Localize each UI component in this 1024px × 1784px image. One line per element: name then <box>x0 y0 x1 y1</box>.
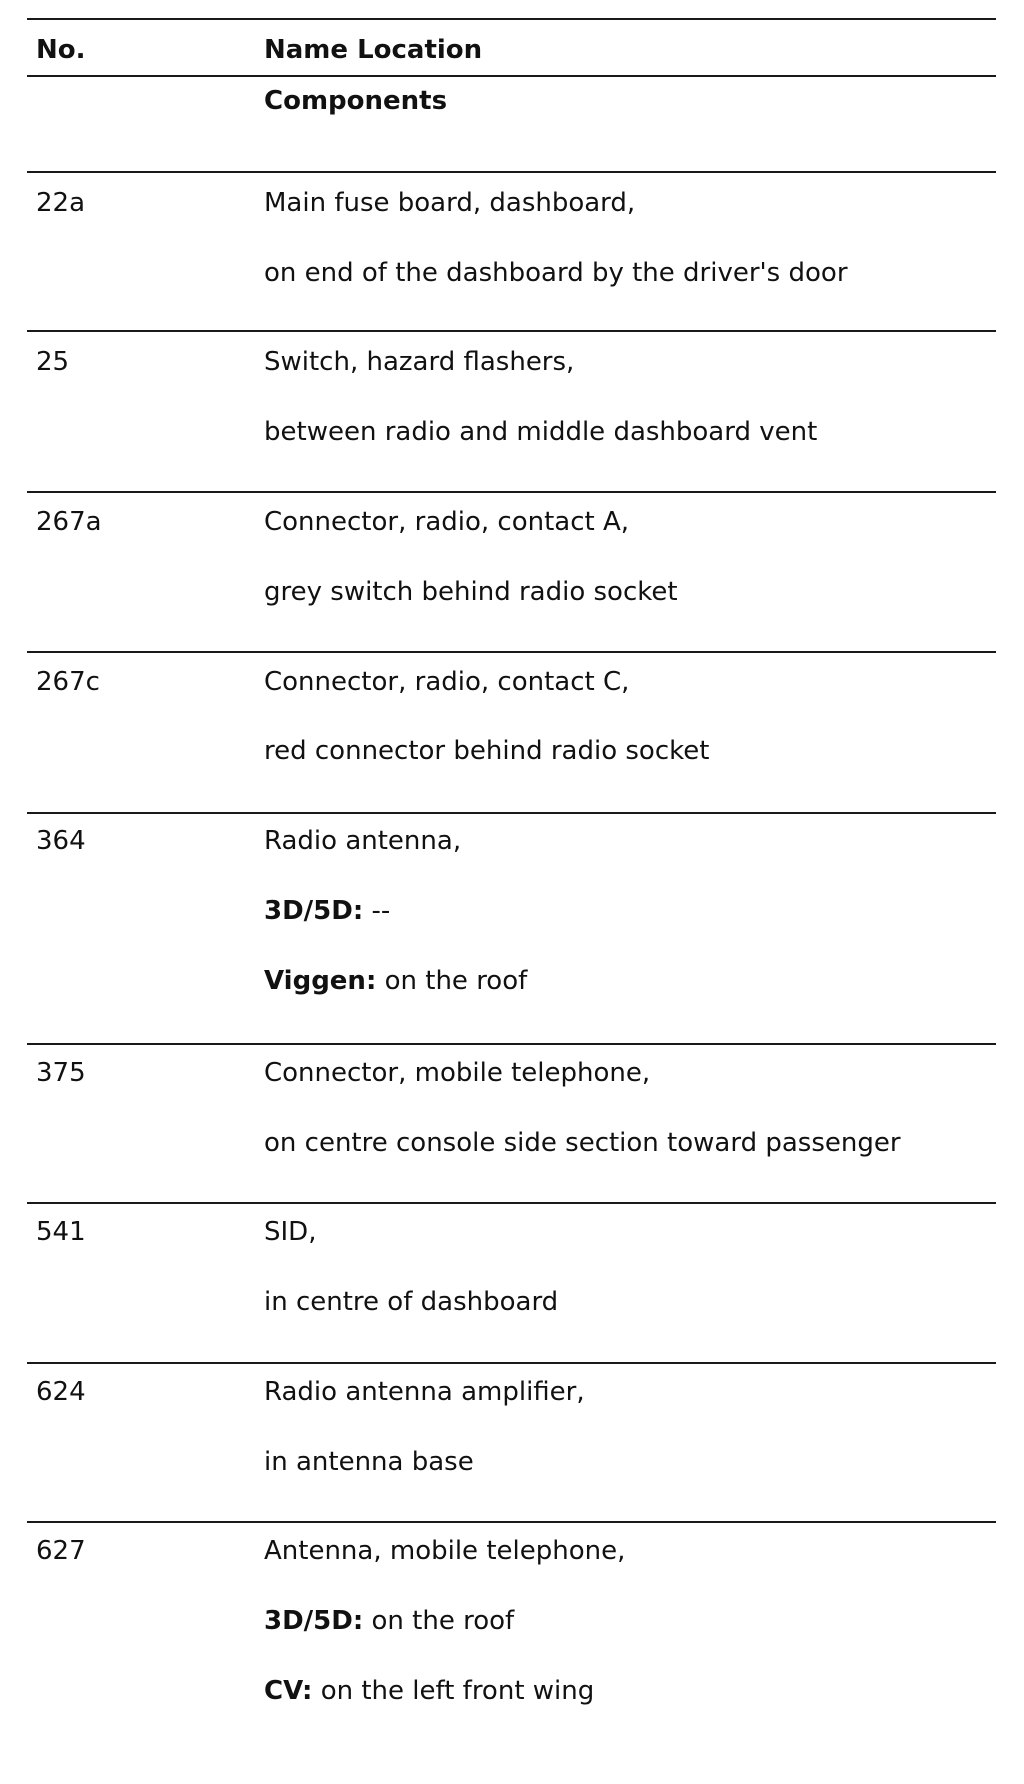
row-divider <box>27 1202 996 1204</box>
row-divider <box>27 1521 996 1523</box>
row-number: 627 <box>36 1536 86 1566</box>
row-location: in centre of dashboard <box>264 1287 559 1317</box>
variant-location: on the roof <box>363 1606 515 1636</box>
row-divider <box>27 330 996 332</box>
row-location <box>264 1605 514 1637</box>
variant-label: 3D/5D: <box>264 896 364 926</box>
row-number: 25 <box>36 347 70 377</box>
row-location: red connector behind radio socket <box>264 736 710 766</box>
row-divider <box>27 651 996 653</box>
row-location <box>264 895 390 927</box>
variant-label: CV: <box>264 1676 313 1706</box>
header-name-location: Name Location <box>264 35 483 65</box>
row-number: 267a <box>36 507 102 537</box>
row-name: Main fuse board, dashboard, <box>264 188 636 218</box>
row-number: 22a <box>36 188 86 218</box>
header-no: No. <box>36 35 86 65</box>
row-divider <box>27 1043 996 1045</box>
variant-label: Viggen: <box>264 966 377 996</box>
header-rule <box>27 75 996 77</box>
row-location: grey switch behind radio socket <box>264 577 678 607</box>
row-number: 375 <box>36 1058 86 1088</box>
row-name: Radio antenna amplifier, <box>264 1377 585 1407</box>
row-number: 541 <box>36 1217 86 1247</box>
variant-location: on the roof <box>376 966 528 996</box>
row-number: 624 <box>36 1377 86 1407</box>
row-location <box>264 1675 594 1707</box>
row-number: 267c <box>36 667 100 697</box>
row-location: in antenna base <box>264 1447 474 1477</box>
row-name: Connector, mobile telephone, <box>264 1058 651 1088</box>
row-divider <box>27 171 996 173</box>
row-name: Radio antenna, <box>264 826 462 856</box>
row-divider <box>27 812 996 814</box>
row-location <box>264 965 527 997</box>
row-divider <box>27 1362 996 1364</box>
row-location: between radio and middle dashboard vent <box>264 417 818 447</box>
variant-label: 3D/5D: <box>264 1606 364 1636</box>
variant-location: -- <box>363 896 391 926</box>
row-number: 364 <box>36 826 86 856</box>
row-name: Antenna, mobile telephone, <box>264 1536 626 1566</box>
row-divider <box>27 491 996 493</box>
header-components: Components <box>264 86 448 116</box>
row-location: on centre console side section toward passenger <box>264 1128 901 1158</box>
row-name: SID, <box>264 1217 317 1247</box>
row-name: Connector, radio, contact A, <box>264 507 630 537</box>
row-name: Connector, radio, contact C, <box>264 667 630 697</box>
table-top-rule <box>27 18 996 20</box>
row-location: on end of the dashboard by the driver's door <box>264 258 848 288</box>
row-name: Switch, hazard flashers, <box>264 347 575 377</box>
variant-location: on the left front wing <box>312 1676 595 1706</box>
